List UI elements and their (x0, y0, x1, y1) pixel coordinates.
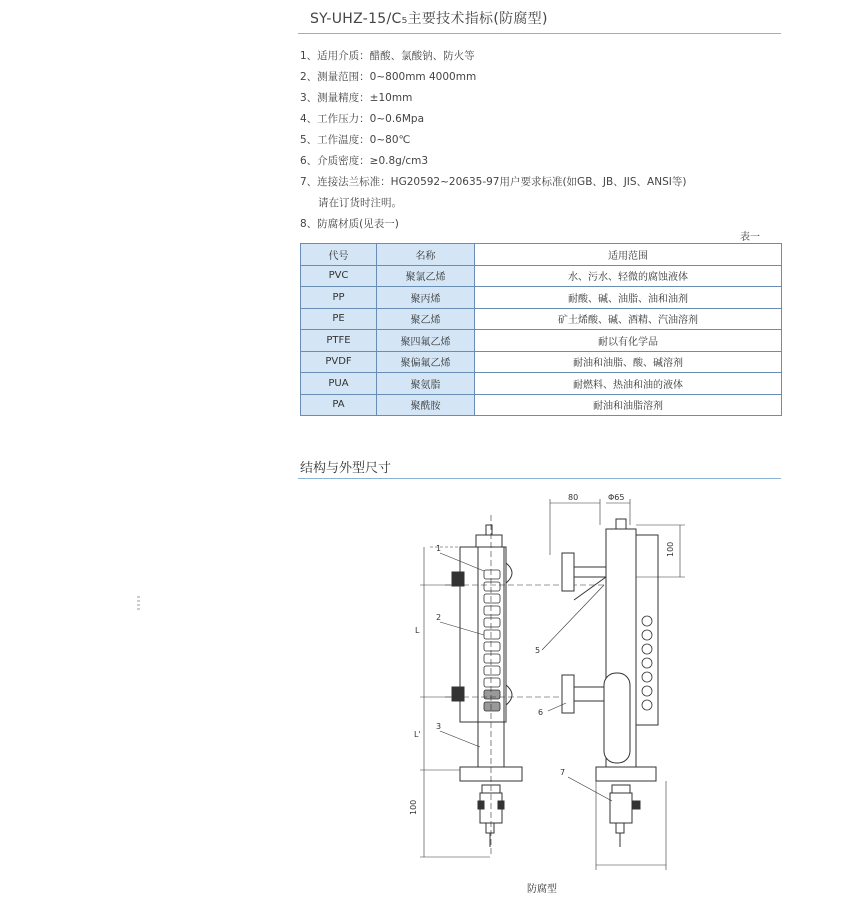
material-code: PUA (301, 373, 377, 395)
dimension-80: 80 (568, 493, 579, 502)
material-code: PTFE (301, 330, 377, 352)
dimension-100-right: 100 (666, 541, 675, 557)
dimension-100-left: 100 (409, 799, 418, 815)
material-scope: 矿土烯酸、碱、酒精、汽油溶剂 (475, 308, 782, 330)
material-code: PVDF (301, 351, 377, 373)
table-header: 代号 (301, 244, 377, 266)
material-name: 聚酰胺 (377, 394, 475, 416)
table-row (301, 308, 782, 330)
spec-item: 2、测量范围：0~800mm 4000mm (300, 71, 477, 83)
dimension-phi65: Φ65 (608, 493, 625, 502)
page-title: SY-UHZ-15/C₅主要技术指标(防腐型) (310, 11, 548, 27)
spec-order-note: 请在订货时注明。 (318, 197, 402, 209)
table-row (301, 394, 782, 416)
table-caption: 表一 (740, 232, 760, 243)
structure-drawing (390, 485, 690, 880)
callout-7: 7 (560, 768, 566, 777)
dimension-L: L (415, 626, 420, 635)
material-code: PP (301, 287, 377, 309)
material-code: PVC (301, 265, 377, 287)
material-name: 聚四氟乙烯 (377, 330, 475, 352)
spec-item: 7、连接法兰标准：HG20592~20635-97用户要求标准(如GB、JB、JIS、ANSI等) (300, 176, 687, 188)
material-scope: 水、污水、轻微的腐蚀液体 (475, 265, 782, 287)
callout-1: 1 (436, 544, 442, 553)
material-scope: 耐以有化学品 (475, 330, 782, 352)
callout-2: 2 (436, 613, 442, 622)
table-row (301, 287, 782, 309)
table-row (301, 373, 782, 395)
drawing-caption: 防腐型 (527, 884, 557, 895)
material-scope: 耐酸、碱、油脂、油和油剂 (475, 287, 782, 309)
material-code: PE (301, 308, 377, 330)
material-name: 聚丙烯 (377, 287, 475, 309)
material-table (300, 243, 782, 416)
spec-item: 8、防腐材质(见表一) (300, 218, 399, 230)
spec-list (300, 46, 790, 235)
material-name: 聚氨脂 (377, 373, 475, 395)
table-header-row (301, 244, 782, 266)
callout-6: 6 (538, 708, 544, 717)
table-row (301, 351, 782, 373)
spec-item: 5、工作温度：0~80℃ (300, 134, 411, 146)
material-scope: 耐燃料、热油和油的液体 (475, 373, 782, 395)
material-name: 聚偏氟乙烯 (377, 351, 475, 373)
material-code: PA (301, 394, 377, 416)
right-view (542, 499, 685, 870)
section-divider (298, 478, 781, 479)
table-header: 名称 (377, 244, 475, 266)
spec-item: 4、工作压力：0~0.6Mpa (300, 113, 425, 125)
table-header: 适用范围 (475, 244, 782, 266)
material-scope: 耐油和油脂、酸、碱溶剂 (475, 351, 782, 373)
spec-item: 3、测量精度：±10mm (300, 92, 413, 104)
callout-3: 3 (436, 722, 442, 731)
dimension-L-prime: L' (414, 730, 421, 739)
spec-item: 6、介质密度：≥0.8g/cm3 (300, 155, 429, 167)
material-scope: 耐油和油脂溶剂 (475, 394, 782, 416)
material-name: 聚氯乙烯 (377, 265, 475, 287)
material-name: 聚乙烯 (377, 308, 475, 330)
table-row (301, 265, 782, 287)
section-title: 结构与外型尺寸 (300, 461, 392, 476)
title-divider (298, 33, 781, 34)
spec-item: 1、适用介质：醋酸、氯酸钠、防火等 (300, 50, 475, 62)
scan-artifact (137, 596, 140, 610)
table-row (301, 330, 782, 352)
callout-5: 5 (535, 646, 541, 655)
